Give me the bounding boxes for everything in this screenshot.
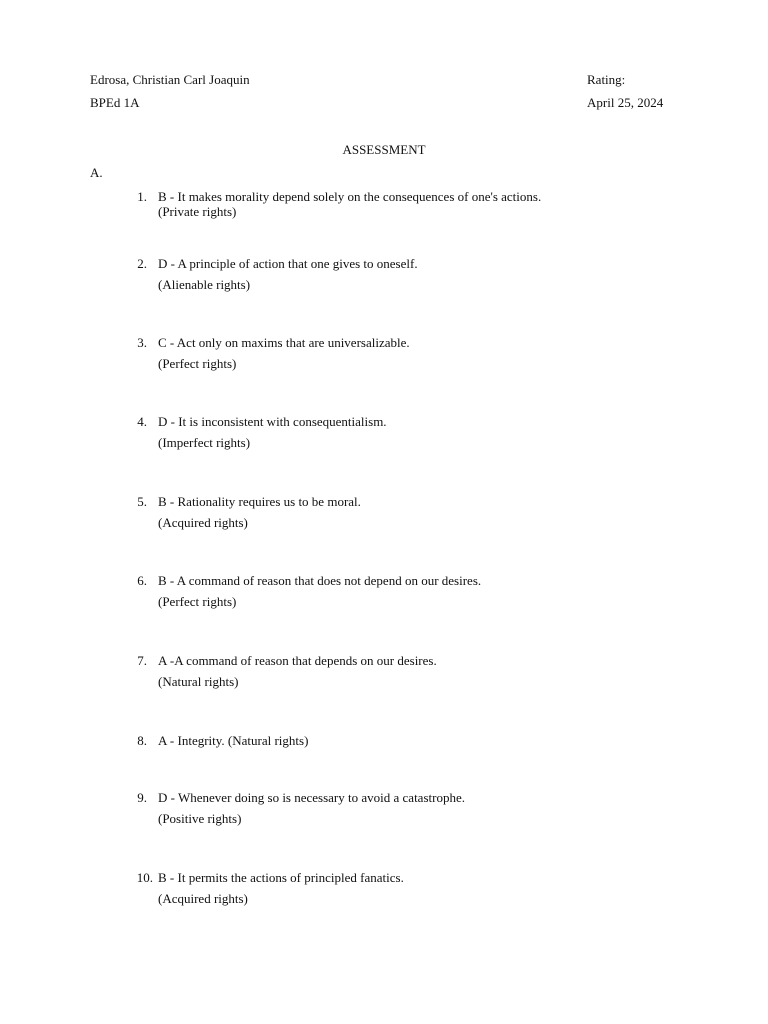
item-note: (Imperfect rights) (158, 435, 251, 450)
item-note: (Perfect rights) (158, 594, 237, 609)
item-number: 8. (137, 733, 147, 748)
item-note: (Acquired rights) (158, 515, 248, 530)
item-note: (Private rights) (158, 204, 237, 219)
item-number: 3. (137, 335, 147, 350)
item-answer: A - Integrity. (Natural rights) (158, 733, 309, 748)
item-answer: B - A command of reason that does not depend on our desires. (158, 573, 482, 588)
section-label: BPEd 1A (90, 95, 140, 110)
item-answer: D - A principle of action that one gives to oneself. (158, 256, 418, 271)
date-label: April 25, 2024 (587, 95, 664, 110)
item-note: (Positive rights) (158, 811, 242, 826)
item-answer: D - It is inconsistent with consequentialism. (158, 414, 387, 429)
rating-label: Rating: (587, 72, 626, 87)
item-note: (Perfect rights) (158, 356, 237, 371)
item-number: 4. (137, 414, 147, 429)
item-answer: B - Rationality requires us to be moral. (158, 494, 361, 509)
item-number: 10. (136, 870, 153, 885)
page-title: ASSESSMENT (342, 142, 426, 157)
item-note: (Natural rights) (158, 674, 239, 689)
student-name: Edrosa, Christian Carl Joaquin (90, 72, 250, 87)
item-number: 1. (137, 189, 147, 204)
part-label: A. (90, 165, 103, 180)
item-number: 2. (137, 256, 147, 271)
item-answer: B - It makes morality depend solely on the consequences of one's actions. (158, 189, 542, 204)
item-note: (Acquired rights) (158, 891, 248, 906)
item-answer: A -A command of reason that depends on our desires. (158, 653, 437, 668)
item-number: 5. (137, 494, 147, 509)
item-answer: D - Whenever doing so is necessary to avoid a catastrophe. (158, 790, 465, 805)
item-note: (Alienable rights) (158, 277, 251, 292)
item-answer: B - It permits the actions of principled fanatics. (158, 870, 404, 885)
item-number: 9. (137, 790, 147, 805)
item-number: 7. (137, 653, 147, 668)
item-number: 6. (137, 573, 147, 588)
item-answer: C - Act only on maxims that are universalizable. (158, 335, 410, 350)
